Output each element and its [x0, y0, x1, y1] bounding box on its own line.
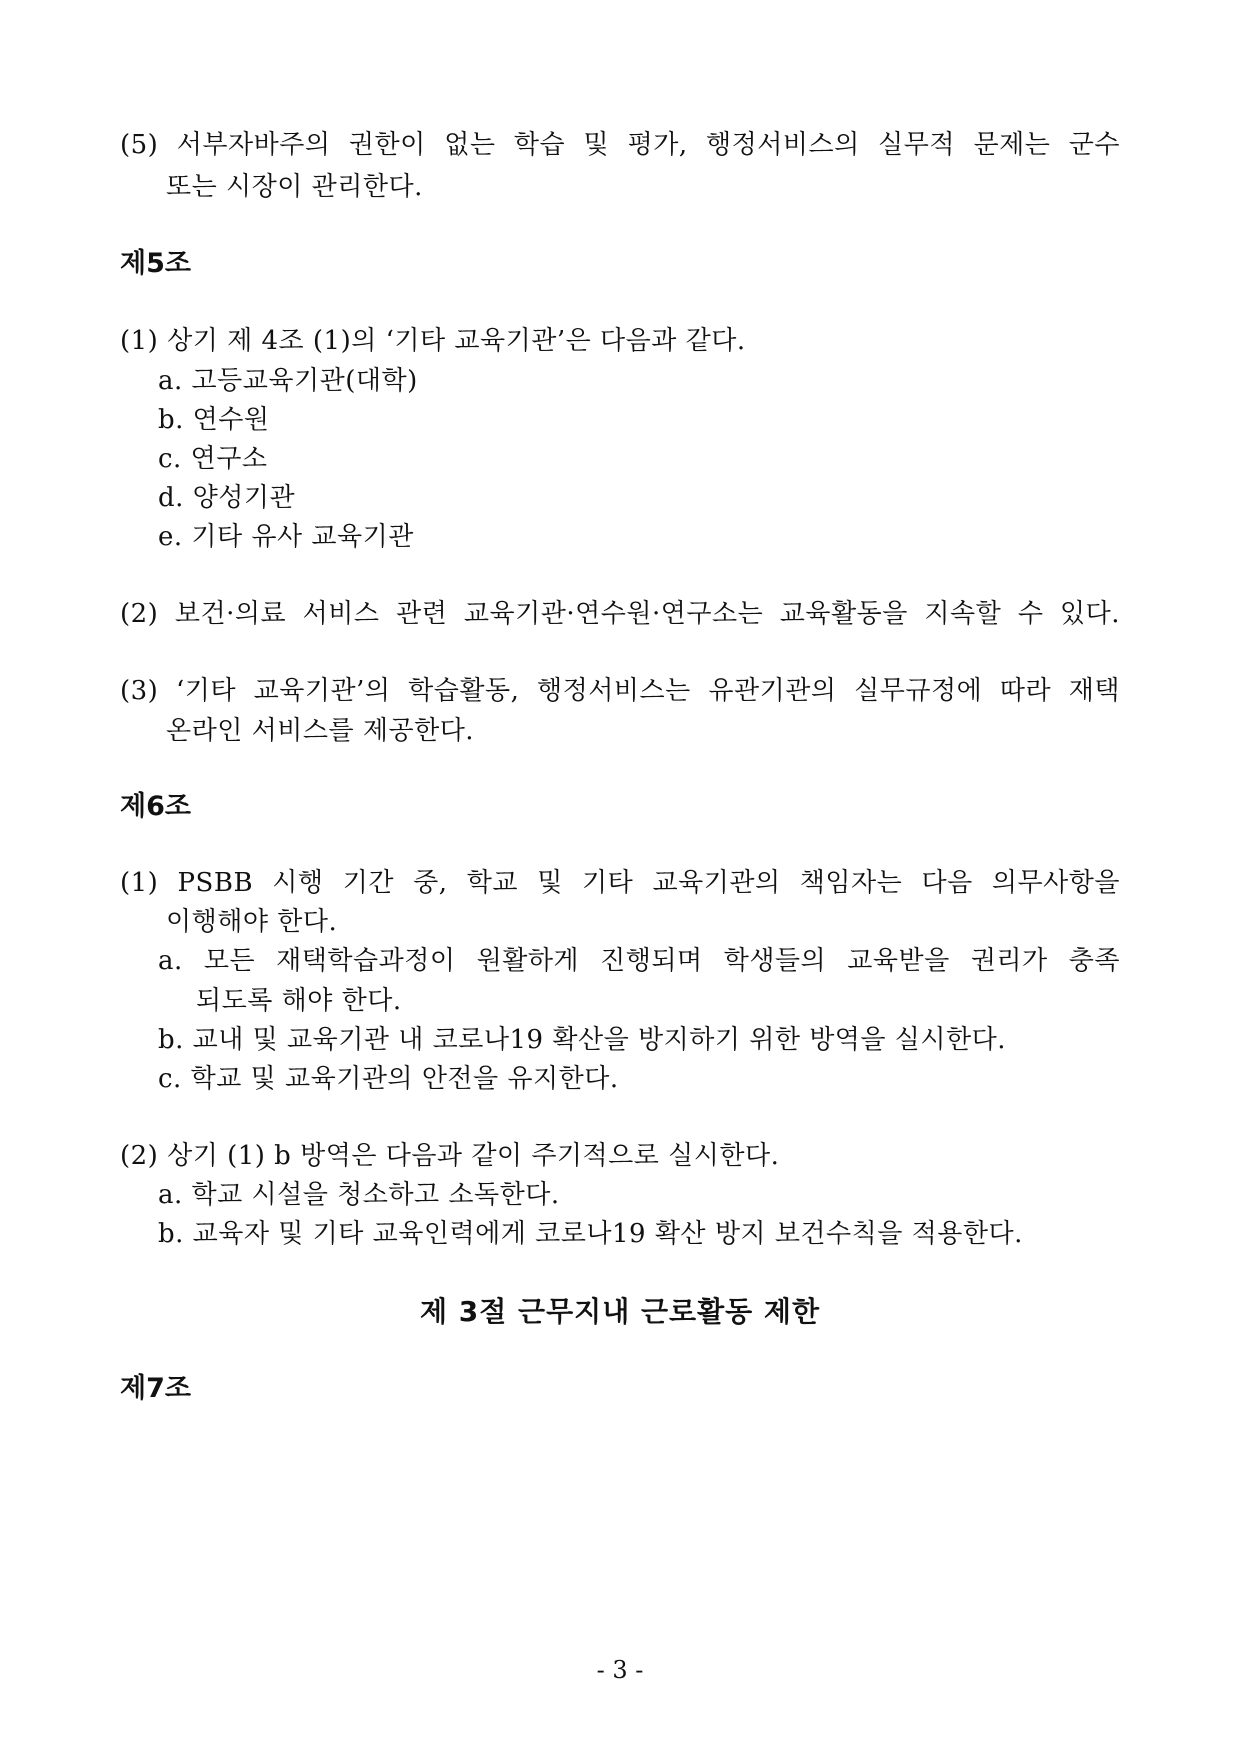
article-heading: 제7조 [120, 1373, 191, 1404]
article6-para1-line1: (1) PSBB 시행 기간 중, 학교 및 기타 교육기관의 책임자는 다음 의무사항을 [120, 868, 1120, 898]
article5-para5-line2: 또는 시장이 관리한다. [166, 172, 423, 202]
list-item: b. 연수원 [158, 405, 270, 435]
page-number: - 3 - [596, 1656, 644, 1684]
article5-para3-line2: 온라인 서비스를 제공한다. [166, 716, 475, 746]
article-heading: 제5조 [120, 248, 191, 279]
list-item: a. 고등교육기관(대학) [158, 366, 418, 396]
article5-para1: (1) 상기 제 4조 (1)의 ‘기타 교육기관’은 다음과 같다. [120, 326, 746, 356]
list-item: c. 연구소 [158, 444, 268, 474]
article6-para2: (2) 상기 (1) b 방역은 다음과 같이 주기적으로 실시한다. [120, 1141, 780, 1171]
list-item: e. 기타 유사 교육기관 [158, 522, 414, 552]
section-title: 제 3절 근무지내 근로활동 제한 [419, 1295, 821, 1328]
article6-item-b: b. 교내 및 교육기관 내 코로나19 확산을 방지하기 위한 방역을 실시한다. [158, 1025, 1007, 1055]
article5-para2: (2) 보건·의료 서비스 관련 교육기관·연수원·연구소는 교육활동을 지속할 수 있다. [120, 599, 1120, 629]
article5-para5-line1: (5) 서부자바주의 권한이 없는 학습 및 평가, 행정서비스의 실무적 문제는 군수 [120, 130, 1120, 160]
article6-item-a-line1: a. 모든 재택학습과정이 원활하게 진행되며 학생들의 교육받을 권리가 충족 [158, 946, 1120, 976]
article6-item-a-line2: 되도록 해야 한다. [196, 986, 402, 1016]
list-item: b. 교육자 및 기타 교육인력에게 코로나19 확산 방지 보건수칙을 적용한다. [158, 1219, 1023, 1249]
article6-para1-line2: 이행해야 한다. [166, 907, 338, 937]
list-item: a. 학교 시설을 청소하고 소독한다. [158, 1180, 560, 1210]
article-heading: 제6조 [120, 791, 191, 822]
article6-item-c: c. 학교 및 교육기관의 안전을 유지한다. [158, 1064, 619, 1094]
article5-para3-line1: (3) ‘기타 교육기관’의 학습활동, 행정서비스는 유관기관의 실무규정에 따라 재택 [120, 676, 1120, 706]
list-item: d. 양성기관 [158, 483, 296, 513]
